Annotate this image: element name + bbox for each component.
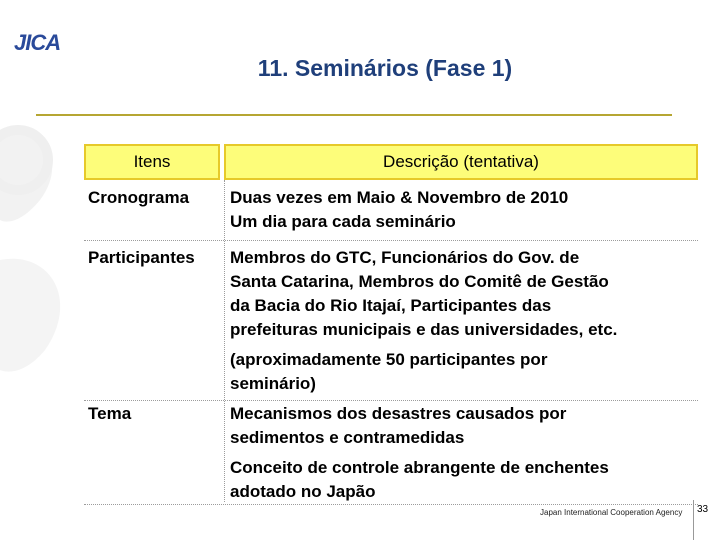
- description-line: sedimentos e contramedidas: [230, 428, 465, 447]
- page-title: 11. Seminários (Fase 1): [257, 55, 513, 81]
- description-line: Mecanismos dos desastres causados por: [230, 404, 567, 423]
- row-divider: [84, 400, 698, 401]
- description-line: (aproximadamente 50 participantes por: [230, 350, 548, 369]
- row-tema-description: [230, 402, 700, 504]
- row-divider: [84, 240, 698, 241]
- header-items: [84, 144, 220, 180]
- description-line: Um dia para cada seminário: [230, 212, 456, 231]
- description-line: Conceito de controle abrangente de enchentes: [230, 458, 609, 477]
- page-number: 33: [697, 504, 709, 515]
- title-divider: [36, 114, 672, 116]
- description-line: seminário): [230, 374, 316, 393]
- header-items-label: Itens: [133, 152, 171, 171]
- description-line: Membros do GTC, Funcionários do Gov. de: [230, 248, 580, 267]
- header-description: [224, 144, 698, 180]
- row-cronograma-item: Cronograma: [88, 188, 190, 207]
- jica-logo: JICA: [14, 30, 61, 55]
- table-bottom-divider: [84, 504, 698, 505]
- description-line: Duas vezes em Maio & Novembro de 2010: [230, 188, 569, 207]
- description-line: prefeituras municipais e das universidades, etc.: [230, 320, 618, 339]
- column-divider: [224, 180, 225, 502]
- footer-divider: [693, 500, 694, 540]
- description-line: Santa Catarina, Membros do Comitê de Gestão: [230, 272, 609, 291]
- description-line: da Bacia do Rio Itajaí, Participantes das: [230, 296, 552, 315]
- row-tema-item: Tema: [88, 404, 132, 423]
- description-line: adotado no Japão: [230, 482, 376, 501]
- row-participantes-item: Participantes: [88, 248, 195, 267]
- row-participantes-description: [230, 246, 700, 396]
- footer-organization: Japan International Cooperation Agency: [540, 508, 683, 517]
- header-description-label: Descrição (tentativa): [383, 152, 539, 171]
- row-cronograma-description: [230, 186, 700, 234]
